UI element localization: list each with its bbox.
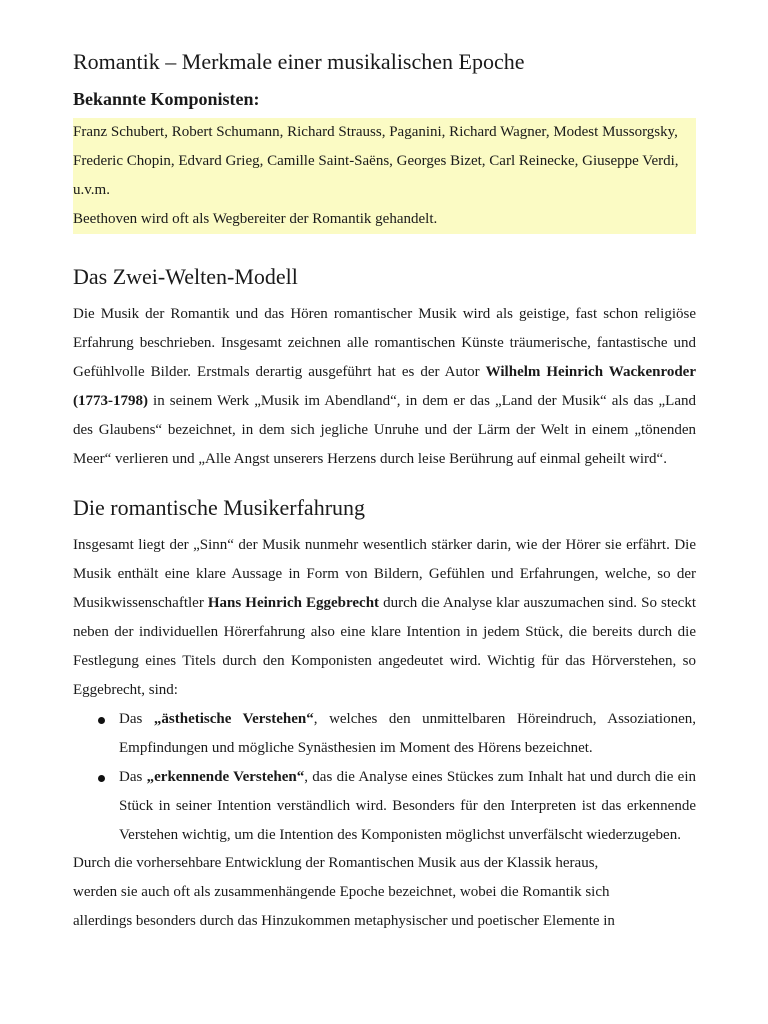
section2-text-a: Insgesamt liegt der „Sinn“ der Musik nunmehr wesentlich stärker darin, wie der Hörer sie erfährt. Die Musik enthält eine klare Aussage in Form von Bildern, Gefühlen und Erfahrungen, welche, so der Musikwissenschaftler [73,537,696,612]
composers-list: Franz Schubert, Robert Schumann, Richard Strauss, Paganini, Richard Wagner, Modest Mussorgsky, Frederic Chopin, Edvard Grieg, Camille Saint-Saëns, Georges Bizet, Carl Reinecke, Giuseppe Verdi, u.v.m. [73,124,679,198]
term-aesthetisch: „ästhetische Verstehen“ [153,710,314,727]
section1-text-a: Die Musik der Romantik und das Hören romantischer Musik wird als geistige, fast schon religiöse Erfahrung beschrieben. Insgesamt zeichnen alle romantischen Künste träumerische, fantastische und Gefühlvolle Bilder. Erstmals derartig ausgeführt hat es der Autor [73,306,696,380]
bullet-dot-icon [98,717,105,724]
section-heading-musikerfahrung: Die romantische Musikerfahrung [73,495,366,521]
document-content [73,44,696,936]
author-wackenroder: Wilhelm Heinrich Wackenroder (1773-1798) [73,363,696,409]
composers-highlight-box [73,118,696,234]
closing-line: werden sie auch oft als zusammenhängende Epoche bezeichnet, wobei die Romantik sich [73,884,610,901]
verstehen-list [73,705,696,850]
section2-text-b: durch die Analyse klar auszumachen sind. So steckt neben der individuellen Hörerfahrung also eine klare Intention in jedem Stück, die bereits durch die Festlegung eines Titels durch den Komponisten angedeutet wird. Wichtig für das Hörverstehen, so Eggebrecht, sind: [73,595,696,698]
bullet-dot-icon [98,775,105,782]
section1-paragraph [73,300,696,473]
beethoven-note: Beethoven wird oft als Wegbereiter der Romantik gehandelt. [73,211,438,227]
section2-paragraph [73,531,696,704]
closing-line: allerdings besonders durch das Hinzukommen metaphysischer und poetischer Elemente in [73,913,615,930]
list-item: Das „erkennende Verstehen“, das die Analyse eines Stückes zum Inhalt hat und durch die ein Stück in seiner Intention verständlich wird. Besonders für den Interpreten ist das erkennende Verstehen wichtig, um die Intention des Komponisten möglichst unverfälscht wiederzugeben. [73,763,696,850]
closing-paragraph [73,849,696,936]
author-eggebrecht: Hans Heinrich Eggebrecht [207,595,380,612]
section1-text-b: in seinem Werk „Musik im Abendland“, in dem er das „Land der Musik“ als das „Land des Glaubens“ bezeichnet, in dem sich jegliche Unruhe und der Lärm der Welt in einem „tönenden Meer“ verlieren und „Alle Angst unserers Herzens durch leise Berührung auf einmal geheilt wird“. [73,392,696,467]
page-title: Romantik – Merkmale einer musikalischen Epoche [73,49,525,74]
term-erkennend: „erkennende Verstehen“ [146,768,305,785]
section-heading-zwei-welten: Das Zwei-Welten-Modell [73,264,298,289]
composers-heading: Bekannte Komponisten: [73,89,260,109]
list-item: Das „ästhetische Verstehen“, welches den unmittelbaren Höreindruch, Assoziationen, Empfindungen und mögliche Synästhesien im Moment des Hörens bezeichnet. [73,705,696,763]
closing-line: Durch die vorhersehbare Entwicklung der Romantischen Musik aus der Klassik heraus, [73,855,599,872]
